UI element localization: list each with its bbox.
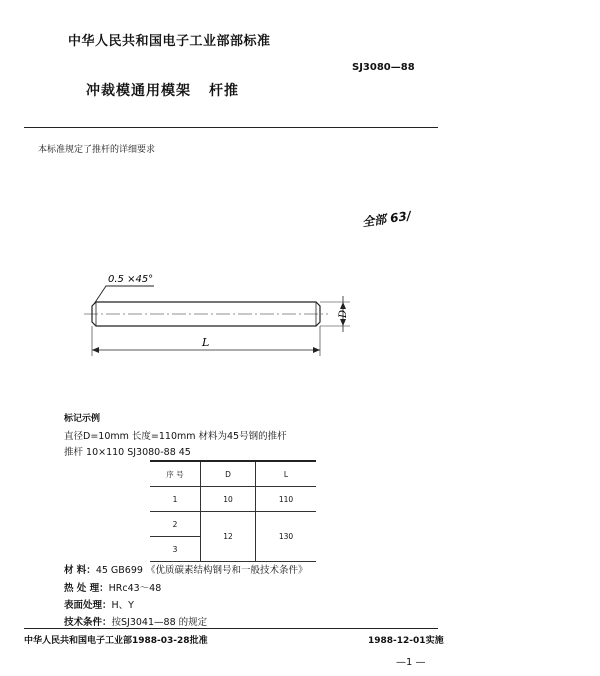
header-rule [24, 127, 438, 128]
requirement-heat-treatment [64, 580, 161, 594]
length-label: L [202, 336, 210, 349]
diameter-arrow-top [340, 302, 346, 309]
page-number: —1 — [396, 657, 426, 668]
push-rod-drawing [60, 260, 380, 365]
title-main: 冲裁模通用模架 [86, 83, 191, 99]
requirement-label: 热 处 理： [64, 583, 109, 594]
requirement-technical-conditions [64, 614, 207, 628]
table-row [150, 512, 316, 537]
chamfer-label: 0.5 ×45° [108, 274, 154, 285]
title-sub: 杆推 [209, 83, 239, 99]
cell-d: 10 [201, 487, 256, 512]
document-title [86, 80, 239, 100]
approval-note: 中华人民共和国电子工业部1988-03-28批准 [24, 636, 208, 646]
dimension-table [150, 460, 316, 562]
cell-no: 3 [150, 537, 201, 562]
cell-no: 1 [150, 487, 201, 512]
chamfer-leader [94, 286, 154, 304]
requirement-value: HRc43～48 [108, 583, 162, 594]
requirement-label: 材 料： [64, 565, 96, 576]
handwritten-stamp: 全部 63/ [361, 208, 413, 230]
marking-section-title: 标记示例 [64, 414, 101, 424]
marking-example-line1: 直径D=10mm 长度=110mm 材料为45号钢的推杆 [64, 431, 287, 442]
requirement-value: 45 GB699 《优质碳素结构钢号和一般技术条件》 [95, 565, 308, 576]
scope-text: 本标准规定了推杆的详细要求 [38, 145, 156, 155]
cell-d: 12 [201, 512, 256, 562]
cell-l: 130 [256, 512, 317, 562]
diameter-label: D [338, 309, 349, 318]
cell-l: 110 [256, 487, 317, 512]
requirement-value: H、Y [111, 600, 134, 611]
marking-example-line2: 推杆 10×110 SJ3080-88 45 [64, 447, 191, 458]
cell-no: 2 [150, 512, 201, 537]
header-no: 序 号 [150, 461, 201, 487]
length-arrow-left [92, 347, 99, 353]
requirement-material [64, 562, 307, 576]
header-d: D [201, 461, 256, 487]
table-row [150, 487, 316, 512]
length-arrow-right [313, 347, 320, 353]
footer-rule [24, 628, 438, 629]
effective-date: 1988-12-01实施 [368, 636, 444, 646]
standard-code: SJ3080—88 [352, 62, 415, 73]
requirement-value: 按SJ3041—88 的规定 [111, 617, 208, 628]
requirement-surface-treatment [64, 597, 134, 611]
requirement-label: 技术条件： [64, 617, 112, 628]
requirement-label: 表面处理： [64, 600, 112, 611]
table-header-row [150, 461, 316, 487]
issuing-organization: 中华人民共和国电子工业部部标准 [68, 34, 271, 49]
diameter-arrow-bottom [340, 319, 346, 326]
header-l: L [256, 461, 317, 487]
